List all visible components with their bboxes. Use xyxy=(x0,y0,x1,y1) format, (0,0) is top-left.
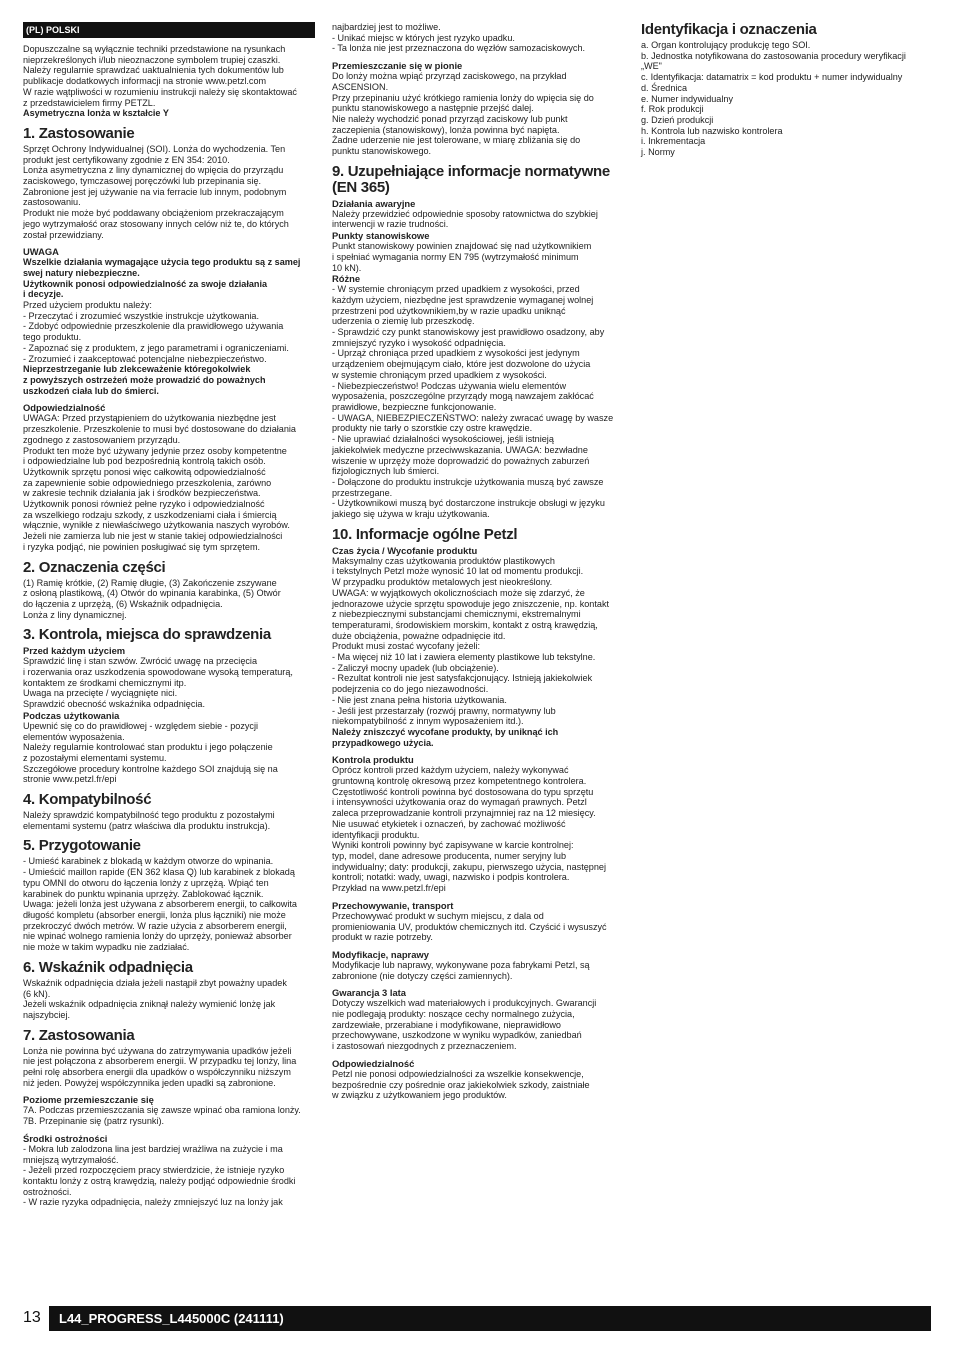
uwaga-text: Przed użyciem produktu należy: - Przeczytać i zrozumieć wszystkie instrukcje użytkowania. - Zdobyć odpowiednie przeszkolenie dla prawidłowego używania tego produktu. - Zapoznać się z produktem, z jego parametrami i ograniczeniami. - Zrozumieć i zaakceptować potencjalne niebezpieczeństwo. xyxy=(23,300,289,364)
section-4-title: 4. Kompatybilność xyxy=(23,791,152,809)
section-2-title: 2. Oznaczenia części xyxy=(23,558,166,576)
section-7-sub-precautions: Środki ostrożności xyxy=(23,1132,108,1144)
section-10-text-5: Dotyczy wszelkich wad materiałowych i produkcyjnych. Gwarancji nie podlegają produkty: noszące cechy normalnego zużycia, zardzewiałe, przerabiane i modyfikowane, nieprawidłowo przechowywane, uszkodzone w wyniku wypadków, zaniedbań i zastosowań niezgodnych z przeznaczeniem. xyxy=(332,998,597,1052)
section-7-title: 7. Zastosowania xyxy=(23,1026,135,1044)
section-6-title: 6. Wskaźnik odpadnięcia xyxy=(23,958,193,976)
section-5-text: - Umieść karabinek z blokadą w każdym otworze do wpinania. - Umieścić maillon rapide (EN 362 klasa Q) lub karabinek z blokadą typu OMNI do otworu do łączenia lonży z uprzężą. Wpiąć ten karabinek do punktu wpinania uprzęży. Zablokować łącznik. Uwaga: jeżeli lonża jest używana z absorberem energii, to całkowita długość kompletu (absorber energii, lonża plus łączniki) nie może przekroczyć dwóch metrów. W razie użycia z absorberem energii, nie wpinać wolnego ramienia lonży do uprzęży, ponieważ absorber nie może w takim wypadku nie zadziałać. xyxy=(23,856,297,953)
column-middle xyxy=(332,22,624,1101)
section-9-sub-emergency: Działania awaryjne xyxy=(332,197,416,209)
section-10-sub-inspection: Kontrola produktu xyxy=(332,754,414,766)
section-10-bold-1: Należy zniszczyć wycofane produkty, by uniknąć ich przypadkowego użycia. xyxy=(332,726,559,748)
section-7-text-2: - Mokra lub zalodzona lina jest bardziej wrażliwa na zużycie i ma mniejszą wytrzymałość. - Jeżeli przed rozpoczęciem pracy stwierdzicie, że istnieje ryzyko kontaktu lonży z ostrą krawędzią, należy podjąć odpowiednie środki ostrożności. - W razie ryzyka odpadnięcia, należy zmniejszyć luz na lonży jak xyxy=(23,1143,296,1208)
language-header: (PL) POLSKI xyxy=(23,22,315,38)
section-10-text-3: Przechowywać produkt w suchym miejscu, z dala od promieniowania UV, produktów chemicznych itd. Czyścić i wysuszyć produkt w razie potrzeby. xyxy=(332,910,607,943)
page-footer xyxy=(23,1306,931,1332)
section-10-text-2: Oprócz kontroli przed każdym użyciem, należy wykonywać gruntowną kontrolę okresową przez kompetentnego kontrolera. Częstotliwość kontroli powinna być dostosowana do typu sprzętu i intensywności użytkowania oraz do wymagań prawnych. Petzl zaleca przeprowadzanie kontroli przynajmniej raz na 12 miesięcy. Nie usuwać etykietek i oznaczeń, by zachować możliwość identyfikacji produktu. Wyniki kontroli powinny być zapisywane w karcie kontrolnej: typ, model, dane adresowe producenta, numer seryjny lub indywidualny; daty: produkcji, zakupu, pierwszego użycia, następnej kontroli; notatki: wady, uwagi, nazwisko i podpis kontrolera. Przykład na www.petzl.fr/epi xyxy=(332,765,606,894)
section-6-text: Wskaźnik odpadnięcia działa jeżeli nastąpił zbyt poważny upadek (6 kN). Jeżeli wskaźnik odpadnięcia zniknął należy wymienić lonżę jak najszybciej. xyxy=(23,977,287,1020)
intro-product-name: Asymetryczna lonża w kształcie Y xyxy=(23,108,169,119)
section-10-sub-warranty: Gwarancja 3 lata xyxy=(332,987,406,999)
section-9-sub-anchors: Punkty stanowiskowe xyxy=(332,230,430,242)
section-3-sub-before-use: Przed każdym użyciem xyxy=(23,645,126,657)
section-9-text-2: Punkt stanowiskowy powinien znajdować się nad użytkownikiem i spełniać wymagania normy EN 795 (wytrzymałość minimum 10 kN). xyxy=(332,241,592,273)
section-2-text: (1) Ramię krótkie, (2) Ramię długie, (3) Zakończenie zszywane z osłoną plastikową, (4) Otwór do wpinania karabinka, (5) Otwór do łączenia z uprzężą, (6) Wskaźnik odpadnięcia. Lonża z liny dynamicznej. xyxy=(23,577,281,620)
section-10-text-4: Modyfikacje lub naprawy, wykonywane poza fabrykami Petzl, są zabronione (nie dotyczy części zamiennych). xyxy=(332,959,590,981)
section-10-text-1: Maksymalny czas użytkowania produktów plastikowych i tekstylnych Petzl może wynosić 10 lat od momentu produkcji. W przypadku produktów metalowych jest nieokreślony. UWAGA: w wyjątkowych okolicznościach może się zdarzyć, że jednorazowe użycie sprzętu spowoduje jego zniszczenie, np. kontakt z niebezpiecznymi substancjami chemicznymi, ekstremalnymi temperaturami, środowiskiem morskim, kontakt z ostrą krawędzią, duże obciążenia, poważne odpadnięcie itd. Produkt musi zostać wycofany jeżeli: - Ma więcej niż 10 lat i zawiera elementy plastikowe lub tekstylne. - Zaliczył mocny upadek (lub obciążenie). - Rezultat kontroli nie jest satysfakcjonujący. Istnieją jakiekolwiek podejrzenia co do jego niezawodności. - Nie jest znana pełna historia użytkowania. - Jeśli jest przestarzały (rozwój prawny, normatywny lub niekompatybilność z innym wyposażeniem itd.). xyxy=(332,555,610,727)
section-5-title: 5. Przygotowanie xyxy=(23,837,141,855)
section-10-text-6: Petzl nie ponosi odpowiedzialności za wszelkie konsekwencje, bezpośrednie czy pośrednie oraz jakiekolwiek szkody, zaistniałe w związku z użytkowaniem jego produktów. xyxy=(332,1068,590,1101)
vertical-movement-title: Przemieszczanie się w pionie xyxy=(332,60,463,72)
section-10-title: 10. Informacje ogólne Petzl xyxy=(332,525,518,543)
section-7-text-1: 7A. Podczas przemieszczania się zawsze wpinać oba ramiona lonży. 7B. Przepinanie się (patrz rysunki). xyxy=(23,1105,301,1127)
section-3-text-1: Sprawdzić linę i stan szwów. Zwrócić uwagę na przecięcia i rozerwania oraz uszkodzenia spowodowane wysoką temperaturą, kontaktem ze środkami chemicznymi itp. Uwaga na przecięte / wyciągnięte nici. Sprawdzić obecność wskaźnika odpadnięcia. xyxy=(23,656,293,710)
section-9-text-1: Należy przewidzieć odpowiednie sposoby ratownictwa do szybkiej interwencji w razie trudności. xyxy=(332,208,598,230)
uwaga-warning-bold: Wszelkie działania wymagające użycia tego produktu są z samej swej natury niebezpieczne. Użytkownik ponosi odpowiedzialność za swoje działania i decyzje. xyxy=(23,257,301,300)
section-9-title: 9. Uzupełniające informacje normatywne (EN 365) xyxy=(332,162,610,196)
section-7-continued-text: najbardziej jest to możliwe. - Unikać miejsc w których jest ryzyko upadku. - Ta lonża nie jest przeznaczona do węzłów samozaciskowych. xyxy=(332,22,586,54)
section-7-sub-horizontal: Poziome przemieszczanie się xyxy=(23,1094,154,1106)
section-1-text: Sprzęt Ochrony Indywidualnej (SOI). Lonża do wychodzenia. Ten produkt jest certyfikowany zgodnie z EN 354: 2010. Lonża asymetryczna z liny dynamicznej do wpięcia do przyrządu zaciskowego, tymczasowej poręczówki lub przepinania się. Zabronione jest jej używanie na via ferracie lub innym, podobnym zastosowaniu. Produkt nie może być poddawany obciążeniom przekraczającym jego wytrzymałość oraz stosowany innych celów niż te, do których został przewidziany. xyxy=(23,143,289,240)
column-left xyxy=(23,22,315,1208)
page-number: 13 xyxy=(23,1309,41,1326)
section-10-sub-storage: Przechowywanie, transport xyxy=(332,899,454,911)
uwaga-title: UWAGA xyxy=(23,246,59,258)
section-10-sub-liability: Odpowiedzialność xyxy=(332,1057,415,1069)
section-3-sub-during-use: Podczas użytkowania xyxy=(23,709,120,721)
column-right xyxy=(641,22,933,158)
responsibility-title: Odpowiedzialność xyxy=(23,402,106,414)
section-3-title: 3. Kontrola, miejsca do sprawdzenia xyxy=(23,626,271,644)
section-4-text: Należy sprawdzić kompatybilność tego produktu z pozostałymi elementami systemu (patrz właściwa dla produktu instrukcja). xyxy=(23,810,275,831)
section-9-text-3: - W systemie chroniącym przed upadkiem z wysokości, przed każdym użyciem, niezbędne jest sprawdzenie wymaganej wolnej przestrzeni pod użytkownikiem,by w razie upadku uniknąć uderzenia o ziemię lub przeszkodę. - Sprawdzić czy punkt stanowiskowy jest prawidłowo osadzony, aby zmniejszyć ryzyko i wysokość odpadnięcia. - Uprząż chroniąca przed upadkiem z wysokości jest jedynym urządzeniem obejmującym ciało, które jest dozwolone do użycia w systemie chroniącym przed upadkiem z wysokości. - Niebezpieczeństwo! Podczas używania wielu elementów wyposażenia, poszczególne przyrządy mogą nawzajem zakłócać prawidłowe, bezpieczne funkcjonowanie. - UWAGA, NIEBEZPIECZEŃSTWO: należy zwracać uwagę by wasze produkty nie tarły o szorstkie czy ostre krawędzie. - Nie uprawiać działalności wysokościowej, jeśli istnieją jakiekolwiek medyczne przeciwwskazania. UWAGA: bezwładne wiszenie w uprzęży może doprowadzić do poważnych zaburzeń fizjologicznych lub śmierci. - Dołączone do produktu instrukcje użytkowania muszą być zawsze przestrzegane. - Użytkownikowi muszą być dostarczone instrukcje obsługi w języku jakiego się używa w kraju użytkowania. xyxy=(332,284,614,520)
document-code: L44_PROGRESS_L445000C (241111) xyxy=(59,1311,284,1326)
intro-text: Dopuszczalne są wyłącznie techniki przedstawione na rysunkach nieprzekreślonych i/lub nieoznaczone symbolem trupiej czaszki. Należy regularnie sprawdzać uaktualnienia tych dokumentów lub publikacje dodatkowych informacji na stronie www.petzl.com W razie wątpliwości w rozumieniu instrukcji należy się skontaktować z przedstawicielem firmy PETZL. xyxy=(23,44,297,108)
section-7-text: Lonża nie powinna być używana do zatrzymywania upadków jeżeli nie jest połączona z absorberem energii. W przypadku tej lonży, lina pełni rolę absorbera energii dla upadków o współczynniku niższym niż jeden. Powyżej współczynnika jeden upadki są zabronione. xyxy=(23,1045,297,1088)
uwaga-warning-bold-2: Nieprzestrzeganie lub zlekceważenie któregokolwiek z powyższych ostrzeżeń może prowadzić do poważnych uszkodzeń ciała lub do śmierci. xyxy=(23,364,266,396)
identification-list: a. Organ kontrolujący produkcję tego SOI. b. Jednostka notyfikowana do zastosowania procedury weryfikacji „WE" c. Identyfikacja: datamatrix = kod produktu + numer indywidualny d. Średnica e. Numer indywidualny f. Rok produkcji g. Dzień produkcji h. Kontrola lub nazwisko kontrolera i. Inkrementacja j. Normy xyxy=(641,40,906,158)
identification-title: Identyfikacja i oznaczenia xyxy=(641,21,817,38)
document-code-bar xyxy=(49,1306,931,1331)
vertical-movement-text: Do lonży można wpiąć przyrząd zaciskowego, na przykład ASCENSION. Przy przepinaniu użyć krótkiego ramienia lonży do wpięcia się do punktu stanowiskowego a następnie przejść dalej. Nie należy wychodzić ponad przyrząd zaciskowy lub punkt zaczepienia (stanowiskowy), lonża powinna być napięta. Żadne uderzenie nie jest tolerowane, w miarę zbliżania się do punktu stanowiskowego. xyxy=(332,71,594,157)
section-10-sub-modifications: Modyfikacje, naprawy xyxy=(332,948,429,960)
responsibility-text: UWAGA: Przed przystąpieniem do użytkowania niezbędne jest przeszkolenie. Przeszkolenie to musi być dostosowane do działania zgodnego z zastosowaniem przyrządu. Produkt ten może być używany jedynie przez osoby kompetentne i odpowiedzialne lub pod bezpośrednią kontrolą takich osób. Użytkownik sprzętu ponosi więc całkowitą odpowiedzialność za zapewnienie sobie odpowiedniego przeszkolenia, zarówno w zakresie technik działania jak i środków bezpieczeństwa. Użytkownik ponosi również pełne ryzyko i odpowiedzialność za wszelkiego rodzaju szkody, z uszkodzeniami ciała i śmiercią włącznie, wynikłe z niewłaściwego użytkowania naszych wyrobów. Jeżeli nie zamierza lub nie jest w stanie takiej odpowiedzialności i ryzyka podjąć, nie powinien posługiwać się tym sprzętem. xyxy=(23,413,296,552)
section-3-text-2: Upewnić się co do prawidłowej - względem siebie - pozycji elementów wyposażenia. Należy regularnie kontrolować stan produktu i jego połączenie z pozostałymi elementami systemu. Szczegółowe procedury kontrolne każdego SOI znajdują się na stronie www.petzl.fr/epi xyxy=(23,720,278,785)
section-1-title: 1. Zastosowanie xyxy=(23,124,135,142)
section-9-sub-misc: Różne xyxy=(332,273,361,285)
section-10-sub-lifetime: Czas życia / Wycofanie produktu xyxy=(332,544,478,556)
